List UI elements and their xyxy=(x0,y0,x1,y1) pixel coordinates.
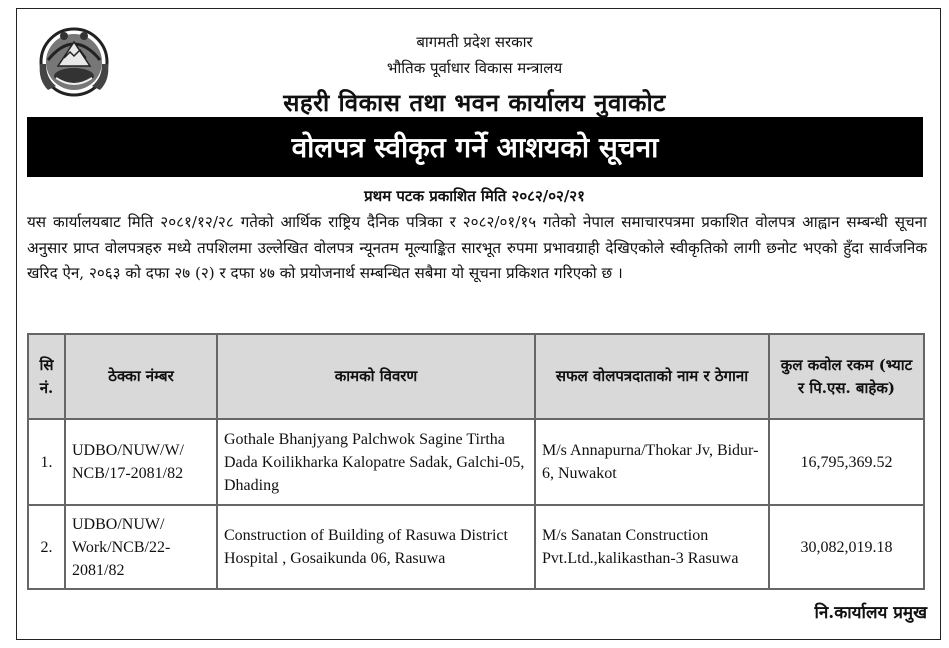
notice-body-text: यस कार्यालयबाट मिति २०८१/१२/२८ गतेको आर्थिक राष्ट्रिय दैनिक पत्रिका र २०८२/०१/१५ गतेको नेपाल समाचारपत्रमा प्रकाशित वोलपत्र आह्वान सम्बन्धी सूचना अनुसार प्राप्त वोलपत्रहरु मध्ये तपशिलमा उल्लेखित वोलपत्र न्यूनतम मूल्याङ्कित सारभूत रुपमा प्रभावग्राही देखिएकोले स्वीकृतिको लागी छनोट भएको हुँदा सार्वजनिक खरिद ऐन, २०६३ को दफा २७ (२) र दफा ४७ को प्रयोजनार्थ सम्बन्धित सबैमा यो सूचना प्रकिशत गरिएको छ । xyxy=(27,213,927,282)
published-date: प्रथम पटक प्रकाशित मिति २०८२/०२/२१ xyxy=(364,187,585,205)
office-title: सहरी विकास तथा भवन कार्यालय नुवाकोट xyxy=(283,88,666,117)
ministry-label: भौतिक पूर्वाधार विकास मन्त्रालय xyxy=(386,59,563,77)
row-contract-number: UDBO/NUW/ Work/NCB/22- 2081/82 xyxy=(65,505,217,589)
header-bidder-name-address: सफल वोलपत्रदाताको नाम र ठेगाना xyxy=(535,334,769,419)
notice-title: वोलपत्र स्वीकृत गर्ने आशयको सूचना xyxy=(291,131,659,164)
row-work-description: Construction of Building of Rasuwa District Hospital , Gosaikunda 06, Rasuwa xyxy=(217,505,535,589)
row-sn: 1. xyxy=(28,419,65,505)
bid-acceptance-table xyxy=(27,333,925,590)
row-bidder: M/s Annapurna/Thokar Jv, Bidur-6, Nuwakot xyxy=(535,419,769,505)
row-work-description: Gothale Bhanjyang Palchwok Sagine Tirtha Dada Koilikharka Kalopatre Sadak, Galchi-05, Dhading xyxy=(217,419,535,505)
notice-title-banner xyxy=(27,117,923,177)
table-row xyxy=(28,505,924,589)
row-amount: 16,795,369.52 xyxy=(769,419,924,505)
row-bidder: M/s Sanatan Construction Pvt.Ltd.,kalikasthan-3 Rasuwa xyxy=(535,505,769,589)
table-header-row xyxy=(28,334,924,419)
header-work-description: कामको विवरण xyxy=(217,334,535,419)
table-row xyxy=(28,419,924,505)
row-sn: 2. xyxy=(28,505,65,589)
header-contract-number: ठेक्का नंम्बर xyxy=(65,334,217,419)
row-amount: 30,082,019.18 xyxy=(769,505,924,589)
row-contract-number: UDBO/NUW/W/ NCB/17-2081/82 xyxy=(65,419,217,505)
province-government-label: बागमती प्रदेश सरकार xyxy=(416,33,533,51)
header-bid-amount: कुल कवोल रकम (भ्याट र पि.एस. बाहेक) xyxy=(769,334,924,419)
office-chief-signature-label: नि.कार्यालय प्रमुख xyxy=(814,603,927,623)
header-sn: सि नं. xyxy=(28,334,65,419)
